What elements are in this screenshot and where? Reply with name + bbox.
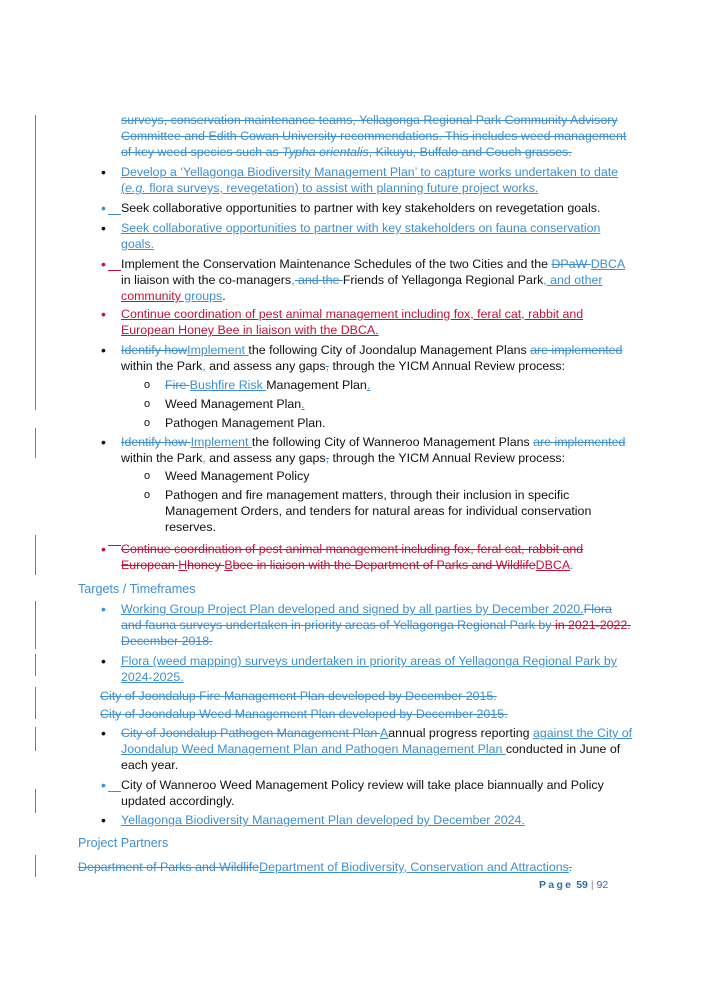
text-line: within the Park, and assess any gaps, through the YICM Annual Review process:: [121, 359, 566, 373]
text-line: in liaison with the co-managers, and the Friends of Yellagonga Regional Park, and other: [121, 273, 603, 287]
inserted-text-line: Yellagonga Biodiversity Management Plan developed by December 2024.: [121, 813, 525, 827]
change-bar: [35, 687, 36, 719]
text-line: within the Park, and assess any gaps, through the YICM Annual Review process:: [121, 451, 566, 465]
text-line: Joondalup Weed Management Plan and Pathogen Management Plan conducted in June of: [121, 742, 621, 756]
deleted-text-line: City of Joondalup Weed Management Plan developed by December 2015.: [100, 707, 508, 721]
text-line: updated accordingly.: [121, 794, 235, 808]
sub-bullet-icon: o: [144, 417, 151, 429]
bullet-icon: •: [101, 220, 106, 236]
text-line: Pathogen and fire management matters, through their inclusion in specific: [165, 488, 570, 502]
bullet-icon: •: [101, 653, 106, 669]
change-bar: [35, 654, 36, 676]
text-line: Identify how Implement the following City of Wanneroo Management Plans are implemented: [121, 435, 626, 449]
text-line: Seek collaborative opportunities to partner with key stakeholders on revegetation goals.: [121, 201, 601, 215]
text-line: Management Orders, and tenders for natural areas for individual conservation: [165, 504, 592, 518]
moved-text-line: European Honey Bee in liaison with the DBCA.: [121, 323, 379, 337]
text-line: Pathogen Management Plan.: [165, 416, 326, 430]
bullet-icon: •: [101, 342, 106, 358]
deleted-text-line: and fauna surveys undertaken in priority areas of Yellagonga Regional Park by in 2021-2022.: [121, 618, 631, 632]
text-line: City of Wanneroo Weed Management Policy review will take place biannually and Policy: [121, 778, 604, 792]
sub-bullet-icon: o: [144, 398, 151, 410]
inserted-text-line: 2024-2025.: [121, 670, 184, 684]
bullet-icon: •: [101, 256, 106, 272]
deleted-text-line: City of Joondalup Fire Management Plan developed by December 2015.: [100, 689, 497, 703]
inserted-text-line: Develop a ‘Yellagonga Biodiversity Management Plan’ to capture works undertaken to date: [121, 165, 619, 179]
page-separator: |: [590, 879, 594, 891]
text-line: Fire Bushfire Risk Management Plan.: [165, 378, 371, 392]
section-heading-targets: Targets / Timeframes: [78, 582, 196, 596]
page-number: 59: [576, 879, 588, 891]
change-bar: [35, 601, 36, 649]
text-line: Weed Management Policy: [165, 469, 310, 483]
bullet-icon: •: [101, 777, 106, 793]
text-line: Implement the Conservation Maintenance Schedules of the two Cities and the DPaW DBCA: [121, 257, 626, 271]
page-total: 92: [596, 879, 609, 891]
change-bar: [35, 428, 36, 458]
bullet-icon: •: [101, 601, 106, 617]
inserted-text-line: Working Group Project Plan developed and signed by all parties by December 2020.Flora: [121, 602, 612, 616]
bullet-icon: •: [101, 200, 106, 216]
change-bar: [35, 855, 36, 877]
inserted-tab-mark: [108, 204, 121, 215]
inserted-tab-mark: [108, 781, 121, 792]
moved-text-line: Continue coordination of pest animal management including fox, feral cat, rabbit and: [121, 307, 584, 321]
deleted-text-line: Committee and Edith Cowan University recommendations. This includes weed management: [121, 129, 627, 143]
text-line: each year.: [121, 758, 179, 772]
inserted-text-line: Seek collaborative opportunities to partner with key stakeholders on fauna conservation: [121, 221, 601, 235]
page-label: Page: [539, 879, 574, 891]
moved-from-text-line: European Hhoney Bbee in liaison with the Department of Parks and WildlifeDBCA.: [121, 558, 574, 572]
moved-tab-mark: [108, 545, 121, 546]
deleted-text-line: December 2018.: [121, 634, 213, 648]
text-line: Weed Management Plan.: [165, 397, 305, 411]
text-line: Identify howImplement the following City of Joondalup Management Plans are implemented: [121, 343, 623, 357]
moved-tab-mark: [108, 260, 121, 271]
deleted-text-line: surveys, conservation maintenance teams, Yellagonga Regional Park Community Advisory: [121, 113, 618, 127]
change-bar: [35, 727, 36, 751]
change-bar: [35, 115, 36, 410]
inserted-text-line: goals.: [121, 237, 155, 251]
text-line: reserves.: [165, 520, 216, 534]
bullet-icon: •: [101, 164, 106, 180]
sub-bullet-icon: o: [144, 470, 151, 482]
bullet-icon: •: [101, 725, 106, 741]
text-line: community groups.: [121, 289, 226, 303]
sub-bullet-icon: o: [144, 379, 151, 391]
bullet-icon: •: [101, 541, 106, 557]
change-bar: [35, 789, 36, 813]
section-heading-partners: Project Partners: [78, 836, 169, 850]
inserted-text-line: Flora (weed mapping) surveys undertaken in priority areas of Yellagonga Regional Park by: [121, 654, 617, 668]
bullet-icon: •: [101, 306, 106, 322]
inserted-text-line: (e.g. flora surveys, revegetation) to assist with planning future project works.: [121, 181, 539, 195]
page-footer: [539, 878, 608, 892]
bullet-icon: •: [101, 812, 106, 828]
sub-bullet-icon: o: [144, 489, 151, 501]
change-bar: [35, 535, 36, 575]
moved-from-text-line: Continue coordination of pest animal management including fox, feral cat, rabbit and: [121, 542, 584, 556]
partners-line: Department of Parks and WildlifeDepartment of Biodiversity, Conservation and Attractions.: [78, 860, 573, 874]
text-line: City of Joondalup Pathogen Management Plan Aannual progress reporting against the City of: [121, 726, 633, 740]
deleted-text-line: of key weed species such as Typha orientalis, Kikuyu, Buffalo and Couch grasses.: [121, 145, 572, 159]
bullet-icon: •: [101, 434, 106, 450]
